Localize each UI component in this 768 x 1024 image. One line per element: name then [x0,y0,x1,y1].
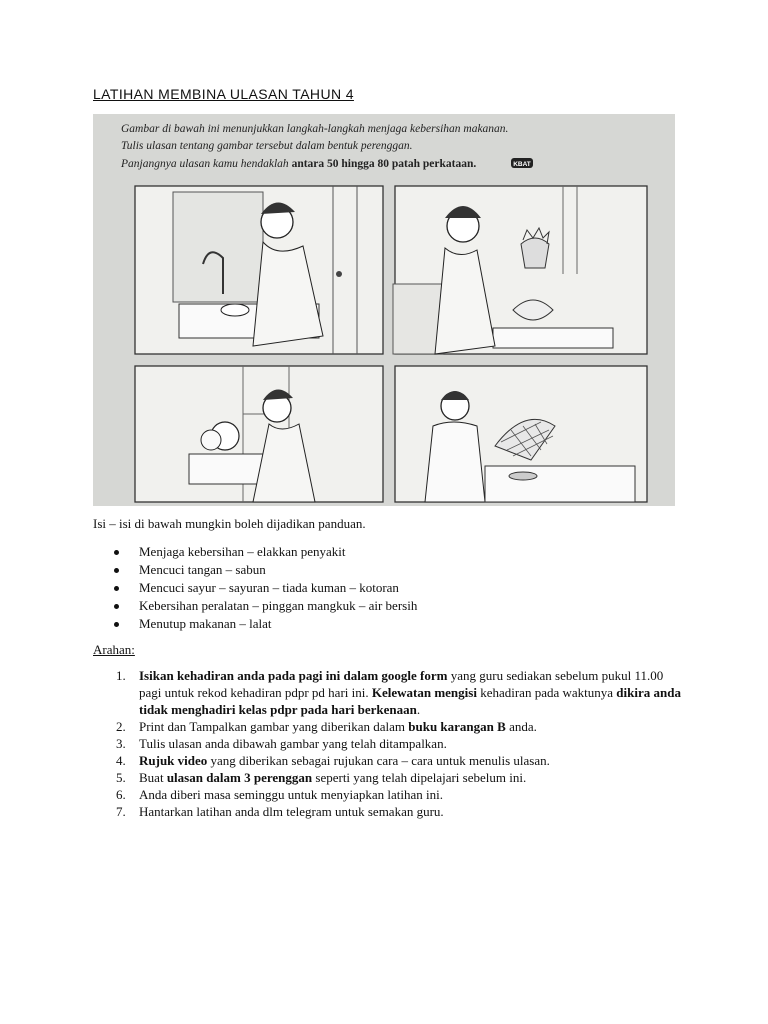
step-text: Tulis ulasan anda dibawah gambar yang telah ditampalkan. [139,736,447,751]
step-text-bold: ulasan dalam 3 perenggan [166,770,313,785]
step-number: 3. [116,736,126,751]
step-text: seperti yang telah dipelajari sebelum ini. [312,770,527,785]
list-item: Menjaga kebersihan – elakkan penyakit [112,543,417,561]
panel-washing-vegetables [393,186,647,354]
guide-bullet-list [112,543,417,633]
instruction-step [112,803,682,820]
instruction-step [112,718,682,735]
panel-washing-hands [135,186,383,354]
instructions-list [112,667,682,820]
instructions-heading: Arahan: [93,642,135,657]
instruction-step [112,752,682,769]
step-text: yang guru sediakan sebelum pukul 11.00 pagi untuk rekod kehadiran pdpr pd hari ini. [139,668,664,700]
panel-covering-food [395,366,647,502]
step-text: Anda diberi masa seminggu untuk menyiapkan latihan ini. [139,787,443,802]
instruction-line-3-bold: antara 50 hingga 80 patah perkataan. [291,158,477,170]
page-title: LATIHAN MEMBINA ULASAN TAHUN 4 [93,86,354,102]
step-text: Buat [139,770,167,785]
instruction-step [112,735,682,752]
step-text-bold: Kelewatan mengisi [371,685,477,700]
instruction-step [112,769,682,786]
list-item: Mencuci tangan – sabun [112,561,417,579]
step-text: anda. [505,719,537,734]
list-item: Kebersihan peralatan – pinggan mangkuk – air bersih [112,597,417,615]
instruction-line-3 [120,158,476,170]
step-text: kehadiran pada waktunya [476,685,617,700]
step-text: Print dan Tampalkan gambar yang diberikan dalam [139,719,409,734]
step-text: yang diberikan sebagai rujukan cara – cara untuk menulis ulasan. [207,753,550,768]
instruction-step [112,667,682,718]
step-number: 7. [116,804,126,819]
step-number: 4. [116,753,126,768]
panel-washing-dishes [135,366,383,502]
list-item: Mencuci sayur – sayuran – tiada kuman – kotoran [112,579,417,597]
step-number: 2. [116,719,126,734]
step-text-bold: dikira anda tidak menghadiri kelas pdpr pada hari berkenaan [139,685,681,717]
step-text-bold: Isikan kehadiran anda pada pagi ini dalam google form [139,668,448,683]
step-text-bold: buku karangan B [408,719,506,734]
worksheet-illustration [93,114,675,506]
step-number: 5. [116,770,126,785]
instruction-step [112,786,682,803]
list-item: Menutup makanan – lalat [112,615,417,633]
step-number: 1. [116,668,126,683]
step-text-bold: Rujuk video [139,753,208,768]
instruction-line-1: Gambar di bawah ini menunjukkan langkah-langkah menjaga kebersihan makanan. [121,123,509,135]
intro-text: Isi – isi di bawah mungkin boleh dijadikan panduan. [93,516,366,531]
step-text: . [416,702,421,717]
instruction-line-3-start: Panjangnya ulasan kamu hendaklah [121,158,292,170]
step-text: Hantarkan latihan anda dlm telegram untuk semakan guru. [139,804,444,819]
step-number: 6. [116,787,126,802]
worksheet-photo [93,114,675,506]
kbat-badge-label: KBAT [513,161,531,168]
instruction-line-2: Tulis ulasan tentang gambar tersebut dalam bentuk perenggan. [121,140,413,152]
